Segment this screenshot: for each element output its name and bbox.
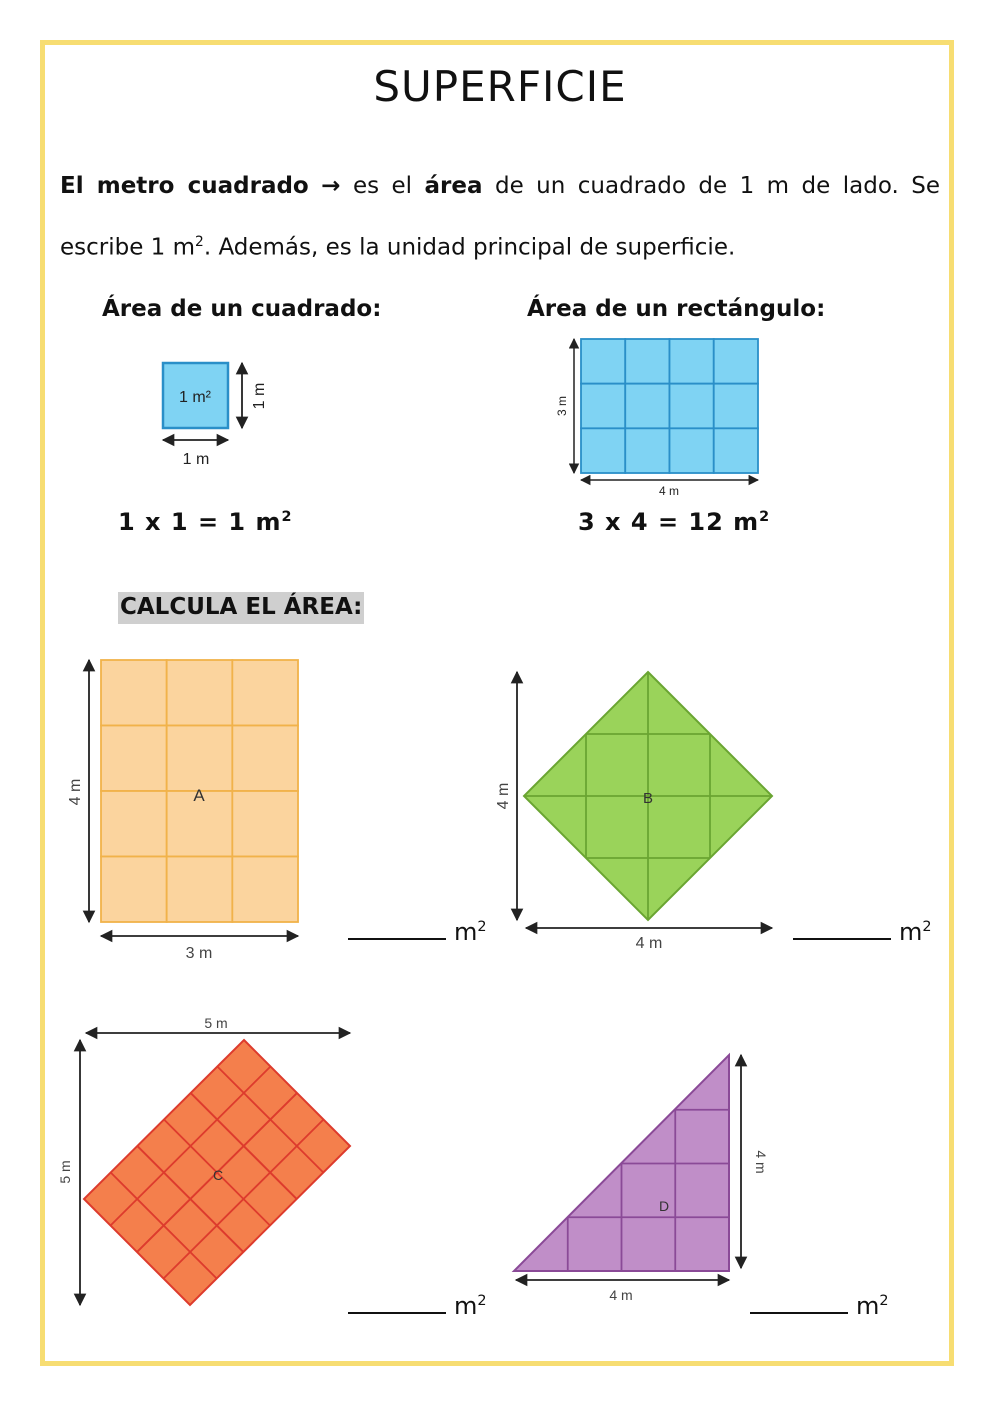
rectangle-side-label: 3 m xyxy=(555,395,569,417)
figure-b-letter: B xyxy=(642,790,654,807)
figure-d-bottom-label: 4 m xyxy=(609,1287,633,1303)
figure-a-cell xyxy=(232,857,298,923)
figure-a-cell xyxy=(101,791,167,857)
figure-a-cell xyxy=(167,660,233,726)
rectangle-cell xyxy=(625,384,669,429)
figure-d-side-label: 4 m xyxy=(753,1150,769,1174)
figure-a xyxy=(67,660,298,962)
intro-text-3: . Además, es la unidad principal de superficie. xyxy=(203,234,736,261)
rectangle-cell xyxy=(625,428,669,473)
rectangle-cell xyxy=(670,339,714,384)
figure-b-side-label: 4 m xyxy=(495,782,512,810)
figure-a-cell xyxy=(167,857,233,923)
intro-text-1: es el xyxy=(340,173,425,199)
figure-a-cell xyxy=(232,726,298,792)
answer-sup: 2 xyxy=(879,1293,889,1309)
rectangle-cell xyxy=(670,428,714,473)
rectangle-cell xyxy=(581,428,625,473)
figure-a-cell xyxy=(101,660,167,726)
figure-d-letter: D xyxy=(658,1198,670,1214)
intro-bold-area: área xyxy=(424,173,483,199)
square-cell-label: 1 m² xyxy=(179,389,211,406)
page-title: SUPERFICIE xyxy=(373,62,627,111)
rectangle-formula-sup: 2 xyxy=(759,509,771,525)
figure-c xyxy=(57,1015,350,1305)
figure-a-bottom-label: 3 m xyxy=(185,945,213,962)
figure-a-cell xyxy=(232,791,298,857)
rectangle-cell xyxy=(625,339,669,384)
example-rectangle xyxy=(555,339,758,498)
figure-a-letter: A xyxy=(193,786,205,805)
rectangle-bottom-label: 4 m xyxy=(658,484,680,498)
figure-a-cell xyxy=(101,726,167,792)
figure-a-side-label: 4 m xyxy=(67,778,84,806)
figure-c-top-label: 5 m xyxy=(204,1015,228,1031)
exercise-heading: CALCULA EL ÁREA: xyxy=(118,592,364,624)
figure-c-letter: C xyxy=(212,1167,224,1183)
arrow-icon: → xyxy=(321,173,341,199)
example-square xyxy=(163,363,268,468)
intro-text-2: de un cuadrado de 1 m de lado. Se escribe 1 m xyxy=(60,173,941,261)
answer-unit: m xyxy=(454,918,478,946)
term-metro-cuadrado: El metro cuadrado xyxy=(60,173,309,199)
square-bottom-label: 1 m xyxy=(182,451,210,468)
rectangle-cell xyxy=(670,384,714,429)
answer-unit: m xyxy=(454,1292,478,1320)
answer-unit: m xyxy=(899,918,923,946)
figure-b-bottom-label: 4 m xyxy=(635,935,663,952)
intro-sup: 2 xyxy=(195,234,204,250)
figure-a-cell xyxy=(167,726,233,792)
rectangle-cell xyxy=(581,339,625,384)
square-formula-sup: 2 xyxy=(281,509,293,525)
answer-sup: 2 xyxy=(922,919,932,935)
figure-b xyxy=(495,672,772,952)
figure-a-cell xyxy=(101,857,167,923)
rectangle-cell xyxy=(714,384,758,429)
square-heading: Área de un cuadrado: xyxy=(102,296,382,322)
answer-sup: 2 xyxy=(477,1293,487,1309)
square-formula-text: 1 x 1 = 1 m xyxy=(118,508,282,536)
answer-sup: 2 xyxy=(477,919,487,935)
figure-d xyxy=(514,1055,769,1303)
rectangle-formula-text: 3 x 4 = 12 m xyxy=(578,508,760,536)
rectangle-cell xyxy=(581,384,625,429)
square-side-label: 1 m xyxy=(251,382,268,410)
rectangle-cell xyxy=(714,339,758,384)
rectangle-grid xyxy=(581,339,758,473)
rectangle-cell xyxy=(714,428,758,473)
answer-unit: m xyxy=(856,1292,880,1320)
rectangle-heading: Área de un rectángulo: xyxy=(527,296,826,322)
figure-c-side-label: 5 m xyxy=(57,1160,73,1184)
figure-a-cell xyxy=(232,660,298,726)
